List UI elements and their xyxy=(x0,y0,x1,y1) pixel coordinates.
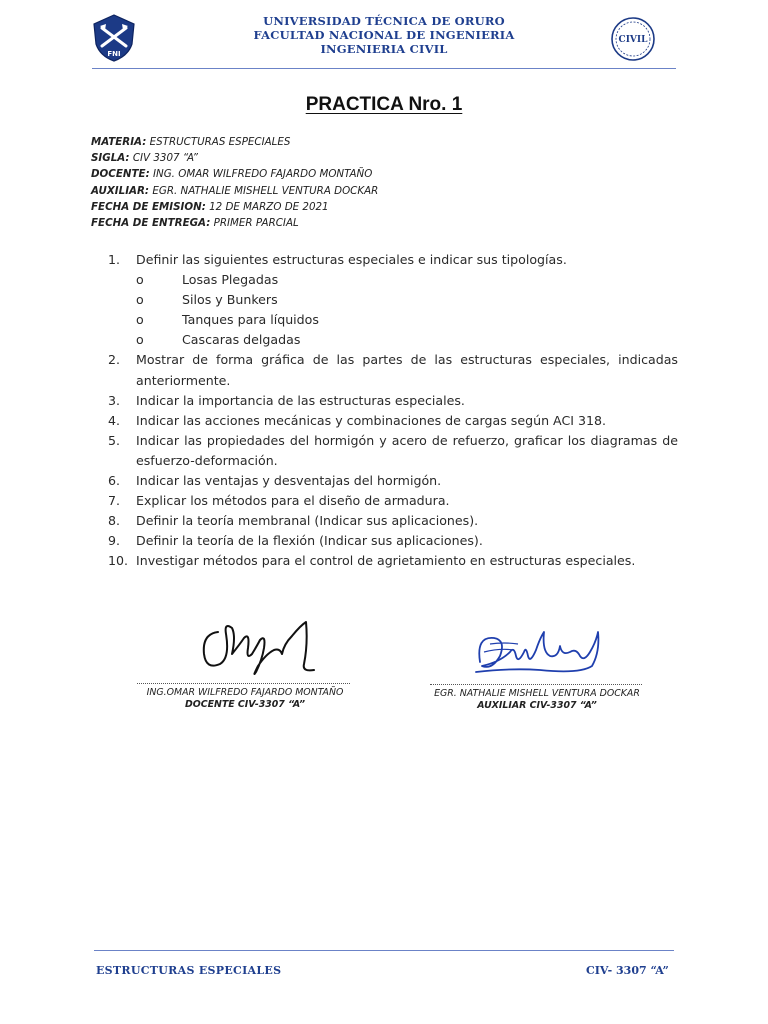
civil-seal-logo-icon xyxy=(610,16,656,62)
list-item: 8. Definir la teoría membranal (Indicar sus aplicaciones). xyxy=(108,513,479,529)
list-item: 6. Indicar las ventajas y desventajas del hormigón. xyxy=(108,473,442,489)
list-item: 7. Explicar los métodos para el diseño de armadura. xyxy=(108,493,450,509)
auxiliar-role: AUXILIAR CIV-3307 “A” xyxy=(477,700,597,711)
auxiliar-name: EGR. NATHALIE MISHELL VENTURA DOCKAR xyxy=(434,688,640,699)
auxiliar-signature-block xyxy=(412,688,662,712)
career-name: INGENIERIA CIVIL xyxy=(320,42,448,56)
meta-row-fecha-entrega: FECHA DE ENTREGA: PRIMER PARCIAL xyxy=(91,217,299,230)
course-info xyxy=(91,134,378,231)
footer-course-code: CIV- 3307 “A” xyxy=(586,964,669,977)
sub-list-item: o Tanques para líquidos xyxy=(136,312,319,328)
docente-signature-icon xyxy=(196,614,326,680)
meta-row-sigla: SIGLA: CIV 3307 “A” xyxy=(91,152,198,165)
sub-list-item: o Losas Plegadas xyxy=(136,272,279,288)
fni-logo-text: FNI xyxy=(107,50,121,58)
practice-title: PRACTICA Nro. 1 xyxy=(305,94,463,115)
institution-header xyxy=(200,14,568,56)
list-item: 4. Indicar las acciones mecánicas y combinaciones de cargas según ACI 318. xyxy=(108,412,607,428)
list-item: 9. Definir la teoría de la flexión (Indicar sus aplicaciones). xyxy=(108,533,483,549)
meta-row-auxiliar: AUXILIAR: EGR. NATHALIE MISHELL VENTURA DOCKAR xyxy=(91,184,379,197)
auxiliar-signature-icon xyxy=(470,622,605,686)
sub-list-item: o Silos y Bunkers xyxy=(136,292,278,308)
university-name: UNIVERSIDAD TÉCNICA DE ORURO xyxy=(263,14,505,28)
header-divider xyxy=(92,68,676,69)
docente-role: DOCENTE CIV-3307 “A” xyxy=(184,699,306,710)
list-item: 2. Mostrar de forma gráfica de las partes de las estructuras especiales, indicadas anteriormente. xyxy=(108,352,678,388)
list-item: 3. Indicar la importancia de las estructuras especiales. xyxy=(108,392,465,408)
list-item: 10. Investigar métodos para el control de agrietamiento en estructuras especiales. xyxy=(108,553,636,569)
auxiliar-signature-line xyxy=(430,684,642,685)
sub-list-item: o Cascaras delgadas xyxy=(136,332,301,348)
footer-divider xyxy=(94,950,674,951)
page-header xyxy=(0,0,768,72)
meta-row-docente: DOCENTE: ING. OMAR WILFREDO FAJARDO MONTAÑO xyxy=(91,168,373,181)
civil-logo-text: CIVIL xyxy=(618,35,648,45)
docente-signature-line xyxy=(137,683,350,684)
sub-list xyxy=(136,270,678,350)
question-list xyxy=(108,250,678,572)
list-item: 1. Definir las siguientes estructuras especiales e indicar sus tipologías. o Losas Plegadas o Silos y Bunkers o Tanques para líquidos o Cascaras delgadas xyxy=(108,250,678,350)
footer-course-name: ESTRUCTURAS ESPECIALES xyxy=(96,964,282,977)
docente-signature-block xyxy=(120,687,370,711)
fni-shield-logo-icon xyxy=(92,14,136,62)
meta-row-materia: MATERIA: ESTRUCTURAS ESPECIALES xyxy=(91,136,291,148)
meta-row-fecha-emision: FECHA DE EMISION: 12 DE MARZO DE 2021 xyxy=(91,200,329,213)
docente-name: ING.OMAR WILFREDO FAJARDO MONTAÑO xyxy=(146,687,344,698)
list-item: 5. Indicar las propiedades del hormigón y acero de refuerzo, graficar los diagramas de esfuerzo-deformación. xyxy=(108,432,678,468)
faculty-name: FACULTAD NACIONAL DE INGENIERIA xyxy=(253,28,515,42)
